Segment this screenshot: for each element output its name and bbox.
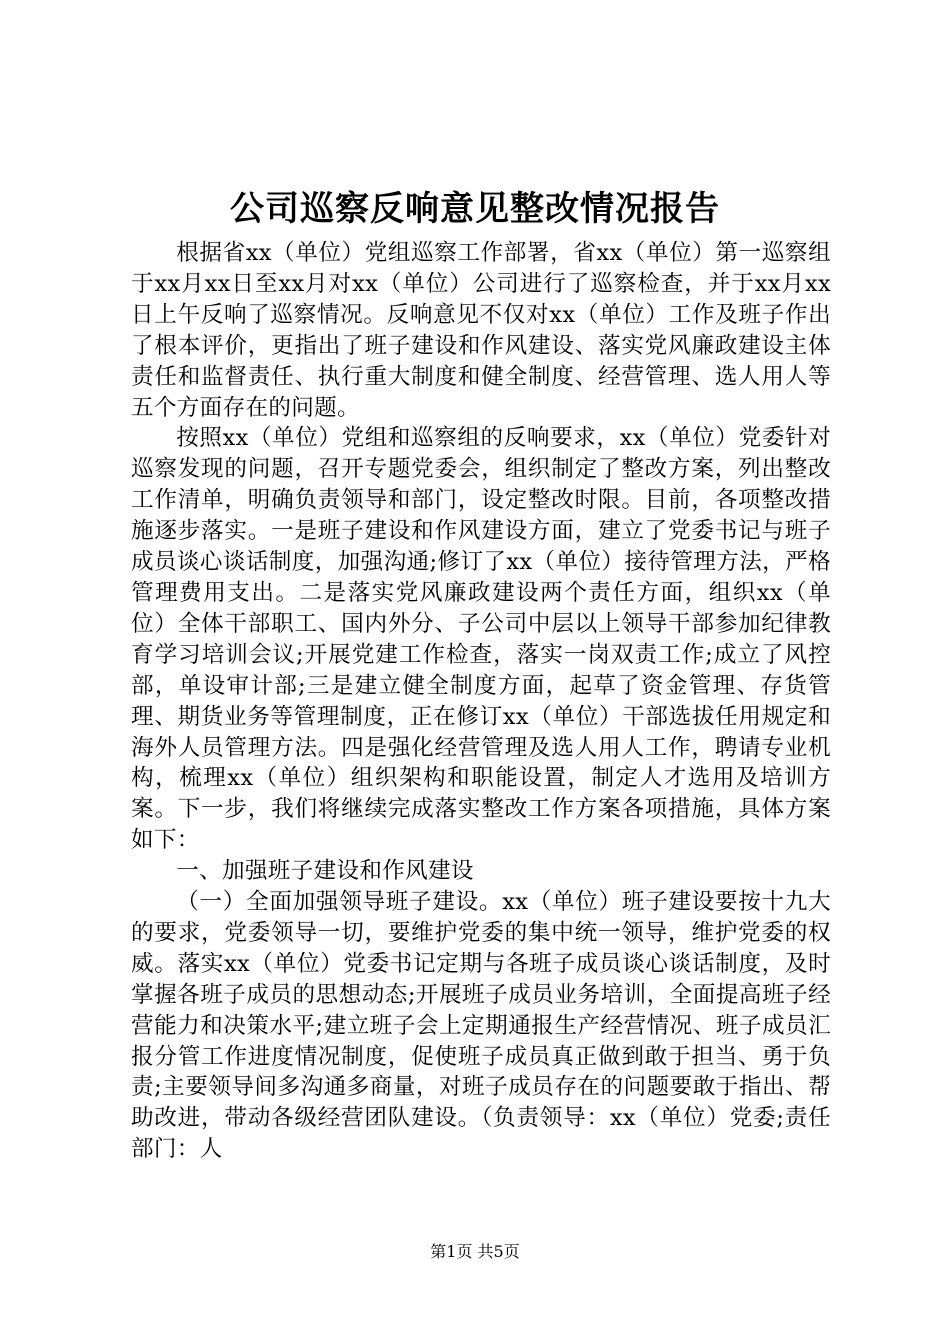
page-footer: 第1页 共5页 xyxy=(430,1242,520,1261)
paragraph-progress: 按照xx（单位）党组和巡察组的反响要求，xx（单位）党委针对巡察发现的问题，召开专题党委会，组织制定了整改方案，列出整改工作清单，明确负责领导和部门，设定整改时限。目前，各项整改措施逐步落实。一是班子建设和作风建设方面，建立了党委书记与班子成员谈心谈话制度，加强沟通;修订了xx（单位）接待管理方法，严格管理费用支出。二是落实党风廉政建设两个责任方面，组织xx（单位）全体干部职工、国内外分、子公司中层以上领导干部参加纪律教育学习培训会议;开展党建工作检查，落实一岗双责工作;成立了风控部，单设审计部;三是建立健全制度方面，起草了资金管理、存货管理、期货业务等管理制度，正在修订xx（单位）干部选拔任用规定和海外人员管理方法。四是强化经营管理及选人用人工作，聘请专业机构，梳理xx（单位）组织架构和职能设置，制定人才选用及培训方案。下一步，我们将继续完成落实整改工作方案各项措施，具体方案如下： xyxy=(131,425,831,854)
document-body xyxy=(131,238,831,1165)
paragraph-intro: 根据省xx（单位）党组巡察工作部署，省xx（单位）第一巡察组于xx月xx日至xx月对xx（单位）公司进行了巡察检查，并于xx月xx日上午反响了巡察情况。反响意见不仅对xx（单位）工作及班子作出了根本评价，更指出了班子建设和作风建设、落实党风廉政建设主体责任和监督责任、执行重大制度和健全制度、经营管理、选人用人等五个方面存在的问题。 xyxy=(131,240,831,421)
section-heading: 一、加强班子建设和作风建设 xyxy=(176,858,474,885)
paragraph-subsection-1: （一）全面加强领导班子建设。xx（单位）班子建设要按十九大的要求，党委领导一切，要维护党委的集中统一领导，维护党委的权威。落实xx（单位）党委书记定期与各班子成员谈心谈话制度，及时掌握各班子成员的思想动态;开展班子成员业务培训，全面提高班子经营能力和决策水平;建立班子会上定期通报生产经营情况、班子成员汇报分管工作进度情况制度，促使班子成员真正做到敢于担当、勇于负责;主要领导间多沟通多商量，对班子成员存在的问题要敢于指出、帮助改进，带动各级经营团队建设。（负责领导：xx（单位）党委;责任部门：人 xyxy=(131,889,831,1163)
document-title: 公司巡察反响意见整改情况报告 xyxy=(230,189,720,229)
